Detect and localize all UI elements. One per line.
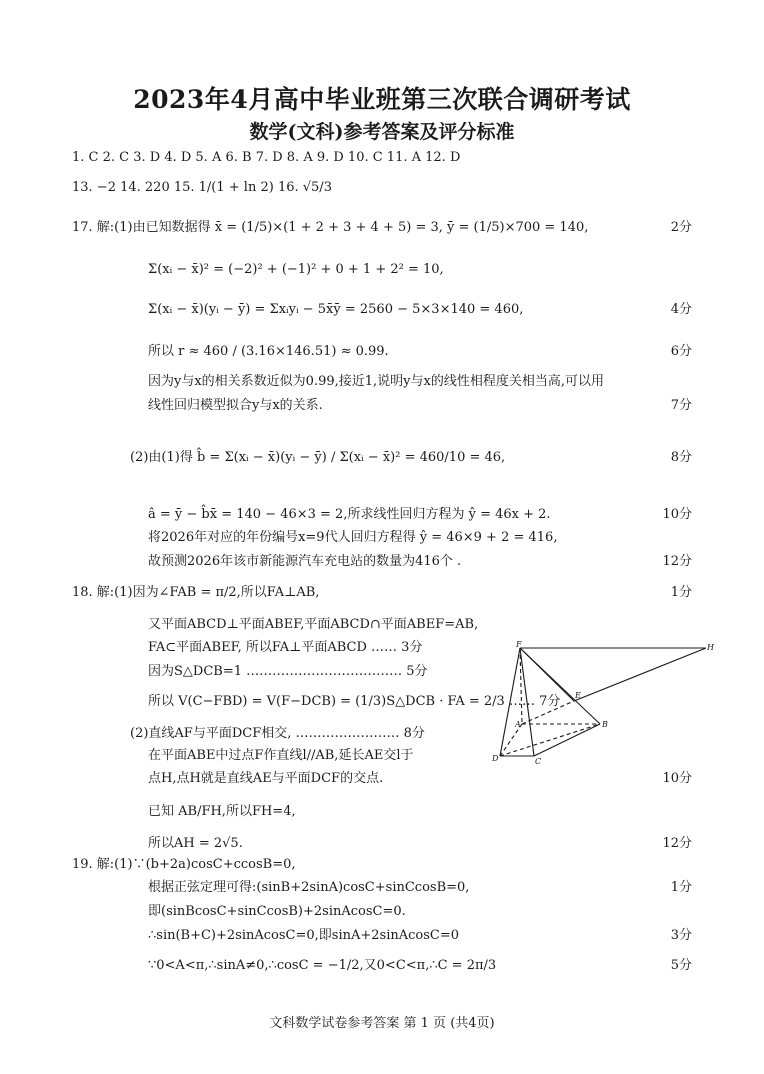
edge-FC xyxy=(520,648,534,756)
q17-line-6: 线性回归模型拟合y与x的关系. xyxy=(148,398,323,413)
q18-line-4: 因为S△DCB=1 ……………………………… 5分 xyxy=(148,664,428,679)
answers-row-1: 1. C 2. C 3. D 4. D 5. A 6. B 7. D 8. A 9. D 10. C 11. A 12. D xyxy=(72,150,461,165)
edge-EH xyxy=(574,648,706,701)
q17-score-6: 7分 xyxy=(670,398,692,413)
label-C: C xyxy=(535,757,542,766)
q18-line-1: 18. 解:(1)因为∠FAB = π/2,所以FA⊥AB, xyxy=(72,585,320,600)
page-footer: 文科数学试卷参考答案 第 1 页 (共4页) xyxy=(269,1016,495,1031)
answers-row-2: 13. −2 14. 220 15. 1/(1 + ln 2) 16. √5/3 xyxy=(72,180,332,195)
label-D: D xyxy=(492,754,499,763)
q18-line-8: 点H,点H就是直线AE与平面DCF的交点. xyxy=(148,771,384,786)
q17-line-4: 所以 r ≈ 460 / (3.16×146.51) ≈ 0.99. xyxy=(148,344,389,359)
q19-line-1: 19. 解:(1)∵(b+2a)cosC+ccosB=0, xyxy=(72,857,296,872)
q17-score-7: 8分 xyxy=(670,450,692,465)
q18-line-6: (2)直线AF与平面DCF相交, …………………… 8分 xyxy=(130,726,425,741)
q19-score-4: 3分 xyxy=(670,928,692,943)
pyramid-figure xyxy=(478,640,718,770)
q17-score-1: 2分 xyxy=(670,220,692,235)
q18-score-10: 12分 xyxy=(662,836,692,851)
q17-score-4: 6分 xyxy=(670,344,692,359)
q19-line-5: ∵0<A<π,∴sinA≠0,∴cosC = −1/2,又0<C<π,∴C = 2π/3 xyxy=(148,958,497,973)
q19-line-3: 即(sinBcosC+sinCcosB)+2sinAcosC=0. xyxy=(148,904,406,919)
q19-score-2: 1分 xyxy=(670,880,692,895)
q17-line-2: Σ(xᵢ − x̄)² = (−2)² + (−1)² + 0 + 1 + 2² = 10, xyxy=(148,262,444,277)
q17-line-3: Σ(xᵢ − x̄)(yᵢ − ȳ) = Σxᵢyᵢ − 5x̄ȳ = 2560 − 5×3×140 = 460, xyxy=(148,302,524,317)
q19-score-5: 5分 xyxy=(670,958,692,973)
q17-line-1: 17. 解:(1)由已知数据得 x̄ = (1/5)×(1 + 2 + 3 + 4 + 5) = 3, ȳ = (1/5)×700 = 140, xyxy=(72,220,589,235)
edge-FD xyxy=(500,648,520,756)
page-title: 2023年4月高中毕业班第三次联合调研考试 xyxy=(133,85,631,114)
label-E: E xyxy=(575,691,581,700)
q17-line-8: â = ȳ − b̂x̄ = 140 − 46×3 = 2,所求线性回归方程为 ŷ = 46x + 2. xyxy=(148,507,551,522)
q17-score-10: 12分 xyxy=(662,554,692,569)
q18-line-3: FA⊂平面ABEF, 所以FA⊥平面ABCD …… 3分 xyxy=(148,640,423,655)
label-H: H xyxy=(707,643,714,652)
edge-AE xyxy=(522,701,574,724)
q17-line-9: 将2026年对应的年份编号x=9代人回归方程得 ŷ = 46×9 + 2 = 416, xyxy=(148,530,558,545)
q18-line-2: 又平面ABCD⊥平面ABEF,平面ABCD∩平面ABEF=AB, xyxy=(148,617,479,632)
q18-line-5: 所以 V(C−FBD) = V(F−DCB) = (1/3)S△DCB · FA = 2/3 …… 7分 xyxy=(148,694,561,709)
q18-line-9: 已知 AB/FH,所以FH=4, xyxy=(148,804,296,819)
q17-line-7: (2)由(1)得 b̂ = Σ(xᵢ − x̄)(yᵢ − ȳ) / Σ(xᵢ − x̄)² = 460/10 = 46, xyxy=(130,450,506,465)
q18-line-10: 所以AH = 2√5. xyxy=(148,836,243,851)
page-subtitle: 数学(文科)参考答案及评分标准 xyxy=(249,121,515,143)
edge-CB xyxy=(534,724,600,756)
label-B: B xyxy=(602,720,608,729)
q18-line-7: 在平面ABE中过点F作直线l//AB,延长AE交l于 xyxy=(148,748,414,763)
label-F: F xyxy=(516,640,522,649)
q17-score-3: 4分 xyxy=(670,302,692,317)
q19-line-4: ∴sin(B+C)+2sinAcosC=0,即sinA+2sinAcosC=0 xyxy=(148,928,460,943)
q17-score-8: 10分 xyxy=(662,507,692,522)
q17-line-5: 因为y与x的相关系数近似为0.99,接近1,说明y与x的线性相程度关相当高,可以用 xyxy=(148,374,604,389)
q17-line-10: 故预测2026年该市新能源汽车充电站的数量为416个 . xyxy=(148,554,462,569)
edge-FB xyxy=(520,648,600,724)
q18-score-1: 1分 xyxy=(670,585,692,600)
q19-line-2: 根据正弦定理可得:(sinB+2sinA)cosC+sinCcosB=0, xyxy=(148,880,470,895)
label-A: A xyxy=(515,720,521,729)
q18-score-8: 10分 xyxy=(662,771,692,786)
